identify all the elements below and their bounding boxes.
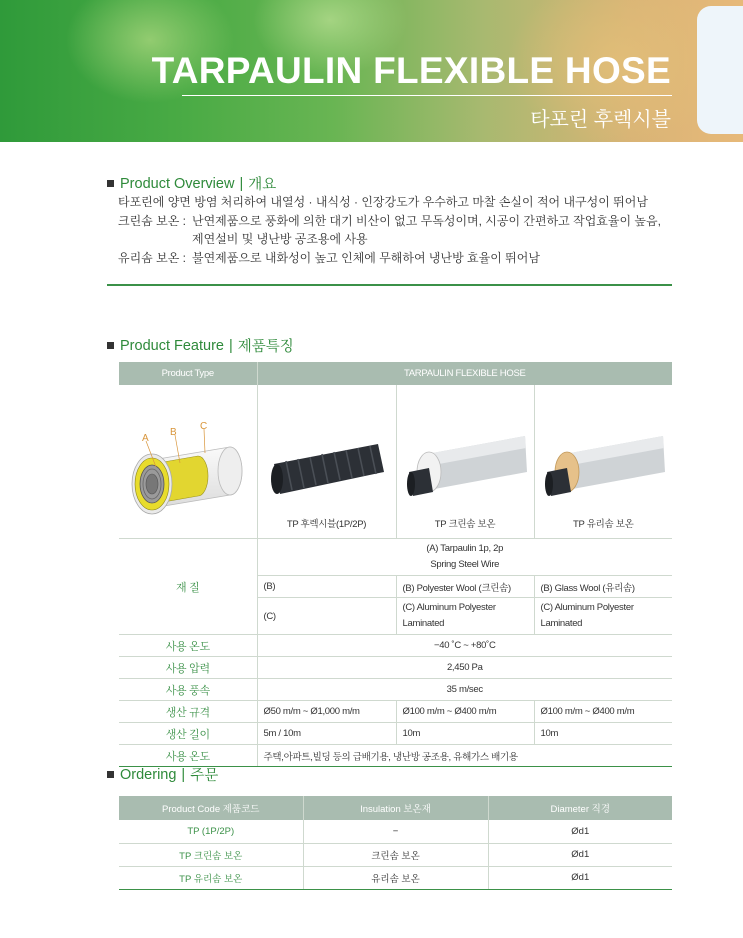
insulation: − <box>303 820 488 843</box>
length-value: 5m / 10m <box>257 723 396 745</box>
label-b: B <box>169 427 177 438</box>
use-label: 사용 온도 <box>119 745 257 767</box>
material-label: 재 질 <box>119 539 257 635</box>
glass-label: 유리솜 보온 : <box>118 250 186 265</box>
bullet-square-icon <box>107 342 114 349</box>
material-c-2b: Laminated <box>402 618 445 629</box>
col-product-name: TARPAULIN FLEXIBLE HOSE <box>257 362 672 385</box>
ordering-heading: Ordering | 주문 <box>107 764 218 785</box>
material-c-1: (C) <box>257 598 396 635</box>
label-c: C <box>199 421 207 432</box>
image-row <box>119 385 672 539</box>
page-subtitle: 타포린 후렉시블 <box>530 109 671 131</box>
length-value: 10m <box>534 723 672 745</box>
spec-row-velocity <box>119 679 672 701</box>
crinsom-hose-image <box>403 428 529 508</box>
spec-row-size <box>119 701 672 723</box>
col-insulation: Insulation 보온재 <box>303 796 488 820</box>
spec-label: 사용 압력 <box>119 657 257 679</box>
label-a: A <box>141 433 149 444</box>
overview-text <box>118 193 678 267</box>
product-code: TP 유리솜 보온 <box>119 866 303 889</box>
feature-header-row <box>119 362 672 385</box>
layer-diagram-cell <box>119 385 257 539</box>
crinsom-text: 난연제품으로 풍화에 의한 대기 비산이 없고 무독성이며, 시공이 간편하고 작업효율이 높음, <box>192 213 661 228</box>
product-code: TP (1P/2P) <box>119 820 303 843</box>
col-product-code: Product Code 제품코드 <box>119 796 303 820</box>
spec-label: 사용 온도 <box>119 635 257 657</box>
material-a-1: (A) Tarpaulin 1p, 2p <box>426 543 504 554</box>
size-value: Ø100 m/m ~ Ø400 m/m <box>396 701 534 723</box>
material-c-3a: (C) Aluminum Polyester <box>540 602 634 613</box>
size-value: Ø100 m/m ~ Ø400 m/m <box>534 701 672 723</box>
bullet-square-icon <box>107 771 114 778</box>
caption-glass: TP 유리솜 보온 <box>573 519 634 530</box>
material-c-3b: Laminated <box>540 618 583 629</box>
glass-hose-image <box>541 428 667 508</box>
spec-value: 35 m/sec <box>257 679 672 701</box>
material-a-2: Spring Steel Wire <box>430 559 500 570</box>
section-divider <box>107 284 672 286</box>
ordering-header-row <box>119 796 672 820</box>
insulation: 유리솜 보온 <box>303 866 488 889</box>
overview-line: 타포린에 양면 방염 처리하여 내열성 · 내식성 · 인장강도가 우수하고 마찰 손실이 적어 내구성이 뛰어남 <box>118 195 648 209</box>
image-cell-crinsom <box>396 385 534 539</box>
caption-crinsom: TP 크린솜 보온 <box>434 519 496 530</box>
material-b-2: (B) Polyester Wool (크린솜) <box>396 576 534 598</box>
spec-value: −40 ˚C ~ +80˚C <box>257 635 672 657</box>
material-c-2a: (C) Aluminum Polyester <box>402 602 496 613</box>
insulation: 크린솜 보온 <box>303 843 488 866</box>
diameter: Ød1 <box>488 820 672 843</box>
use-value: 주택,아파트,빌딩 등의 급배기용, 냉난방 공조용, 유해가스 배기용 <box>257 745 672 767</box>
caption-flexible: TP 후렉시블(1P/2P) <box>286 519 367 530</box>
crinsom-label: 크린솜 보온 : <box>118 213 186 228</box>
overview-heading: Product Overview | 개요 <box>107 173 276 194</box>
spec-row-length <box>119 723 672 745</box>
material-b-3: (B) Glass Wool (유리솜) <box>534 576 672 598</box>
feature-heading: Product Feature | 제품특징 <box>107 335 294 356</box>
page-title: TARPAULIN FLEXIBLE HOSE <box>151 50 671 91</box>
bullet-square-icon <box>107 180 114 187</box>
image-cell-glass <box>534 385 672 539</box>
material-b-1: (B) <box>257 576 396 598</box>
col-diameter: Diameter 직경 <box>488 796 672 820</box>
table-row <box>119 866 672 889</box>
spec-label: 사용 풍속 <box>119 679 257 701</box>
spec-value: 2,450 Pa <box>257 657 672 679</box>
product-code: TP 크린솜 보온 <box>119 843 303 866</box>
col-product-type: Product Type <box>119 362 257 385</box>
glass-text: 불연제품으로 내화성이 높고 인체에 무해하여 냉난방 효율이 뛰어남 <box>192 250 540 265</box>
table-row <box>119 843 672 866</box>
crinsom-text-2: 제연설비 및 냉난방 공조용에 사용 <box>192 232 368 246</box>
hose-layer-diagram <box>120 385 256 535</box>
feature-table <box>119 362 672 767</box>
hero-side-tab <box>697 6 743 134</box>
length-value: 10m <box>396 723 534 745</box>
size-label: 생산 규격 <box>119 701 257 723</box>
spec-row-temp <box>119 635 672 657</box>
table-row <box>119 820 672 843</box>
black-hose-image <box>266 428 388 508</box>
title-divider <box>182 95 672 96</box>
size-value: Ø50 m/m ~ Ø1,000 m/m <box>257 701 396 723</box>
diameter: Ød1 <box>488 866 672 889</box>
diameter: Ød1 <box>488 843 672 866</box>
material-row-a <box>119 539 672 576</box>
ordering-table <box>119 796 672 890</box>
length-label: 생산 길이 <box>119 723 257 745</box>
image-cell-flexible <box>257 385 396 539</box>
spec-row-pressure <box>119 657 672 679</box>
hero-banner <box>0 0 743 142</box>
